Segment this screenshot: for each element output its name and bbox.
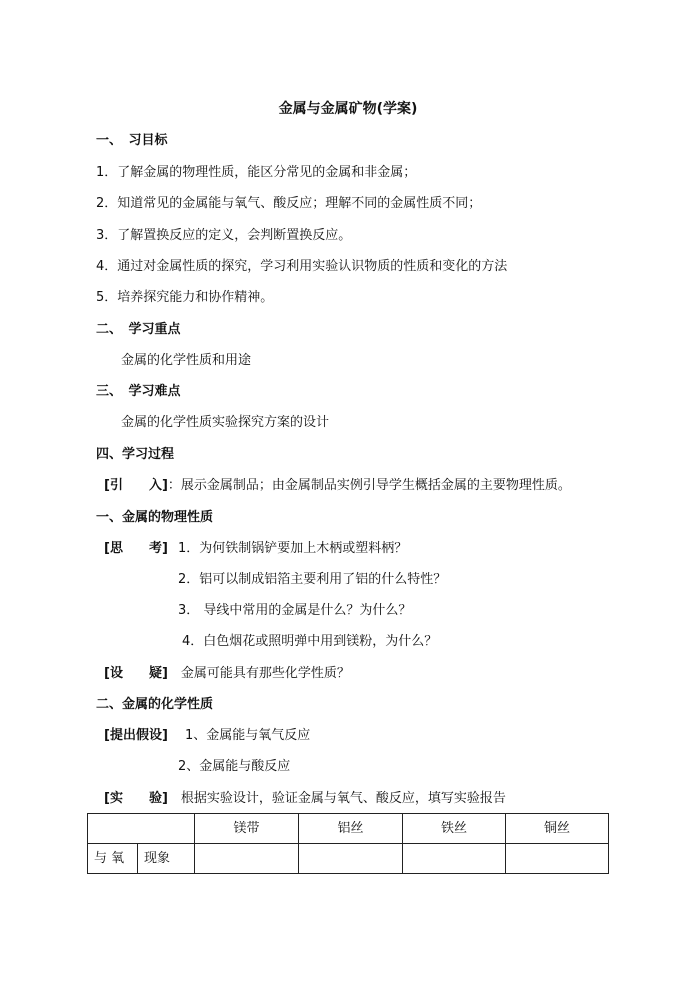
intro-line [104, 477, 571, 495]
row-label-phenomenon: 现象 [138, 844, 195, 874]
think-item-4: 4．白色烟花或照明弹中用到镁粉，为什么？ [182, 634, 438, 649]
hypothesis-tag: [提出假设] [104, 728, 168, 743]
doubt-line [104, 665, 350, 683]
table-header-iron: 铁丝 [403, 814, 506, 844]
section-heading-focus: 二、 学习重点 [96, 322, 181, 337]
part-heading-chemical: 二、金属的化学性质 [96, 697, 214, 712]
table-row [88, 844, 609, 874]
row-label-oxygen: 与 氧 [88, 844, 138, 874]
intro-text: ：展示金属制品；由金属制品实例引导学生概括金属的主要物理性质。 [167, 478, 571, 493]
table-header-corner [88, 814, 195, 844]
table-cell-iron[interactable] [403, 844, 506, 874]
part-heading-physical: 一、金属的物理性质 [96, 510, 214, 525]
experiment-tag: [实 验] [104, 791, 168, 806]
experiment-report-table [87, 813, 609, 874]
section-heading-process: 四、学习过程 [96, 447, 175, 462]
think-item-1: 1．为何铁制锅铲要加上木柄或塑料柄？ [178, 541, 408, 556]
section-heading-goals: 一、 习目标 [96, 133, 168, 148]
table-cell-magnesium[interactable] [195, 844, 299, 874]
goal-item-2: 2．知道常见的金属能与氧气、酸反应；理解不同的金属性质不同； [96, 196, 482, 211]
section-heading-difficulty: 三、 学习难点 [96, 384, 181, 399]
table-header-row [88, 814, 609, 844]
doubt-text: 金属可能具有那些化学性质？ [180, 666, 350, 681]
table-header-aluminum: 铝丝 [299, 814, 403, 844]
focus-text: 金属的化学性质和用途 [121, 353, 252, 368]
experiment-text: 根据实验设计，验证金属与氧气、酸反应，填写实验报告 [180, 791, 506, 806]
hypothesis-item-2: 2、金属能与酸反应 [178, 759, 291, 774]
think-tag: [思 考] [104, 541, 168, 556]
think-item-2: 2．铝可以制成铝箔主要利用了铝的什么特性？ [178, 572, 447, 587]
hypothesis-item-1: 1、金属能与氧气反应 [185, 728, 311, 743]
table-header-copper: 铜丝 [506, 814, 609, 844]
table-cell-copper[interactable] [506, 844, 609, 874]
intro-tag: [引 入] [104, 478, 168, 493]
table-cell-aluminum[interactable] [299, 844, 403, 874]
experiment-line [104, 790, 506, 808]
goal-item-5: 5．培养探究能力和协作精神。 [96, 290, 274, 305]
think-item-3: 3． 导线中常用的金属是什么？为什么？ [178, 603, 412, 618]
table-header-magnesium: 镁带 [195, 814, 299, 844]
goal-item-1: 1．了解金属的物理性质，能区分常见的金属和非金属； [96, 165, 417, 180]
document-title: 金属与金属矿物(学案) [278, 101, 418, 117]
goal-item-4: 4．通过对金属性质的探究，学习利用实验认识物质的性质和变化的方法 [96, 259, 508, 274]
difficulty-text: 金属的化学性质实验探究方案的设计 [121, 415, 330, 430]
doubt-tag: [设 疑] [104, 666, 168, 681]
goal-item-3: 3．了解置换反应的定义，会判断置换反应。 [96, 228, 352, 243]
